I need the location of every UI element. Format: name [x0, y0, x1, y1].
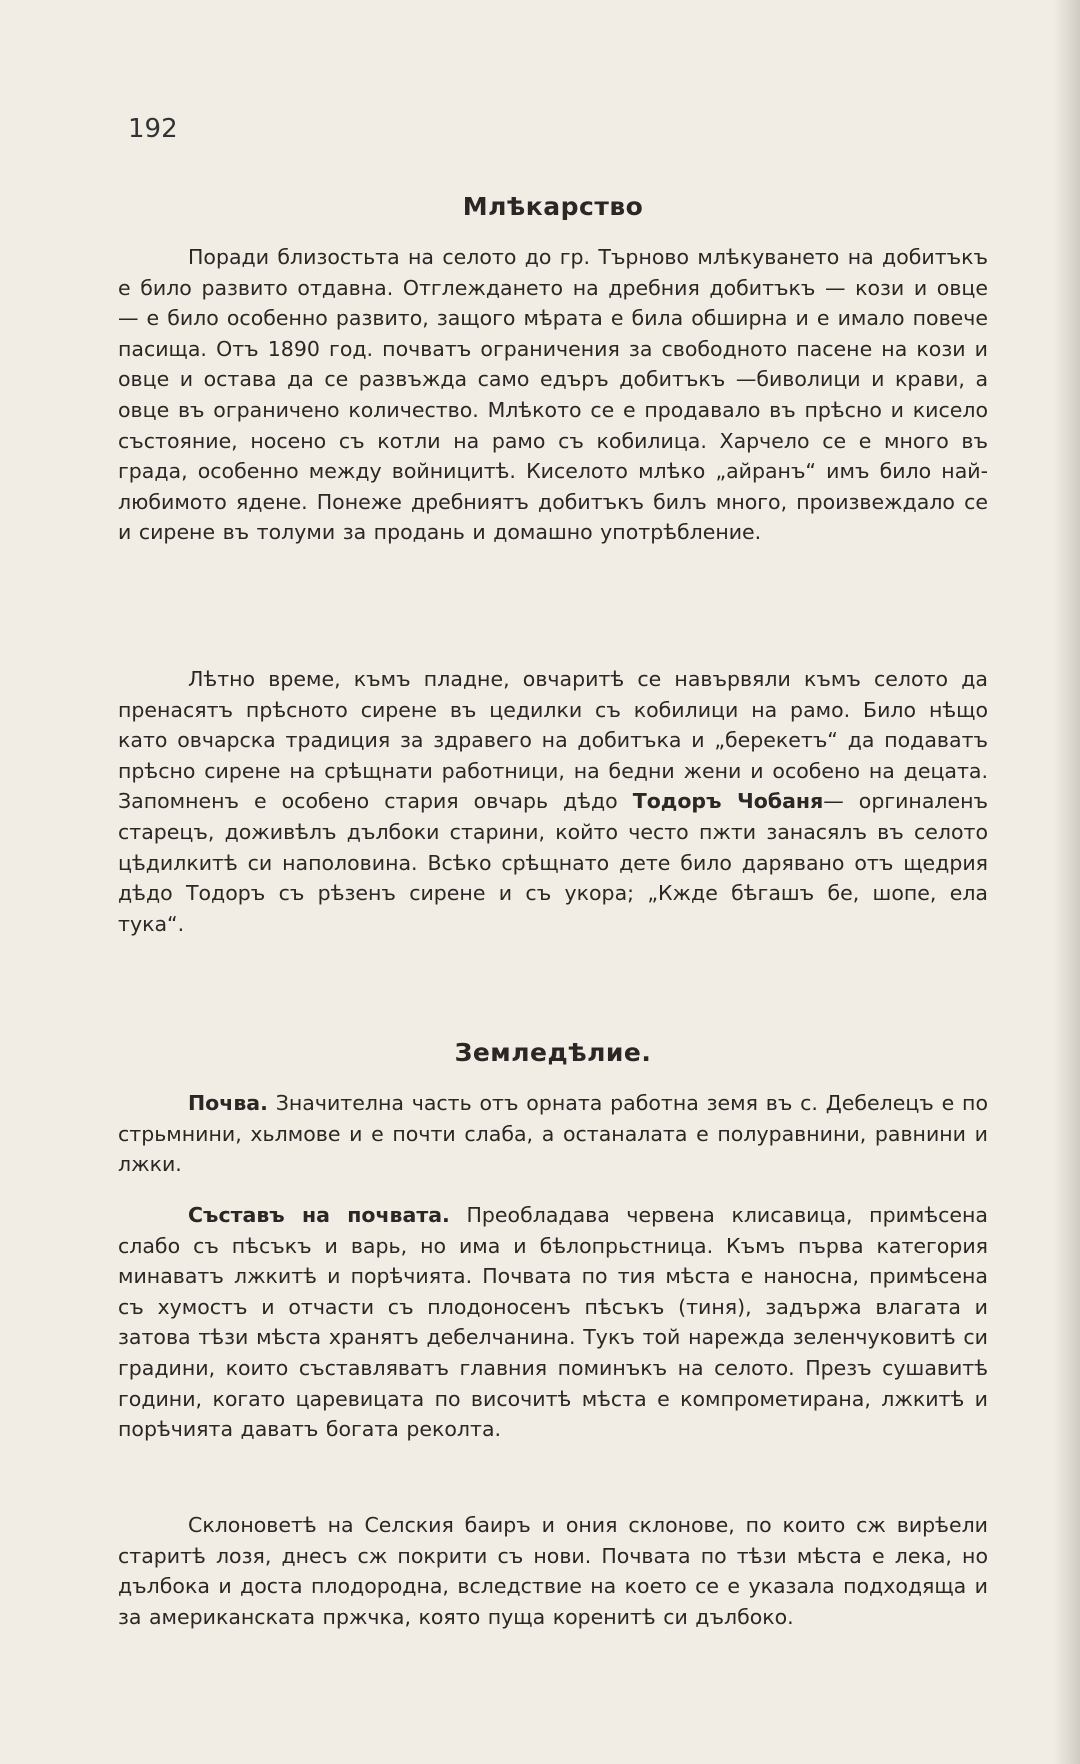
paragraph-soil-composition-text: Преобладава червена клисавица, примѣсена слабо съ пѣсъкъ и варь, но има и бѣлопрьстница. Къмъ първа категория минаватъ лжкитѣ и порѣчията. Почвата по тия мѣста е наносна, примѣсена съ хумостъ и отчасти съ плодоносенъ пѣсъкъ (тиня), задържа влагата и затова тѣзи мѣста хранятъ дебелчанина. Тукъ той нарежда зеленчуковитѣ си градини, които съставляватъ главния поминъкъ на селото. Презъ сушавитѣ години, когато царевицата по височитѣ мѣста е компрометирана, лжкитѣ и порѣчията даватъ богата реколта.	[118, 1203, 988, 1442]
paragraph-soil-composition	[118, 1200, 988, 1445]
paragraph-soil-composition-heading: Съставъ на почвата.	[188, 1203, 450, 1227]
paragraph-soil-text: Значителна часть отъ орната работна земя въ с. Дебелецъ е по стрьмнини, хьлмове и е почти слаба, а останалата е полуравнини, равнини и лжки.	[118, 1091, 988, 1177]
person-name-todor: Тодоръ Чобаня	[632, 789, 824, 814]
page-number: 192	[128, 114, 178, 144]
paragraph-dairy-2-text-b: — оргиналенъ старецъ, доживѣлъ дълбоки старини, който често пжти занасялъ въ селото цѣдилкитѣ си наполовина. Всѣко срѣщнато дете било дарявано отъ щедрия дѣдо Тодоръ съ рѣзенъ сирене и съ укора; „Кжде бѣгашъ бе, шопе, ела тука“.	[118, 789, 988, 936]
paragraph-dairy-1: Поради близостьта на селото до гр. Търново млѣкуването на добитъкъ е било развито отдавна. Отглеждането на дребния добитъкъ — кози и овце — е било особенно развито, защого мѣрата е била обширна и е имало повече пасища. Отъ 1890 год. почватъ ограничения за свободното пасене на кози и овце и остава да се развъжда само едъръ добитъкъ —биволици и крави, а овце въ ограничено количество. Млѣкото се е продавало въ прѣсно и кисело състояние, носено съ котли на рамо съ кобилица. Харчело се е много въ града, особенно между войницитѣ. Киселото млѣко „айранъ“ имъ било най-любимото ядене. Понеже дребниятъ добитъкъ билъ много, произвеждало се и сирене въ толуми за продань и домашно употрѣбление.	[118, 245, 988, 545]
paragraph-soil-heading: Почва.	[188, 1091, 268, 1115]
page-edge-shadow	[1054, 0, 1080, 1764]
paragraph-dairy-2	[118, 664, 988, 939]
paragraph-dairy-2-text-a: Лѣтно време, къмъ пладне, овчаритѣ се навървяли къмъ селото да пренасятъ прѣсното сирене въ цедилки съ кобилици на рамо. Било нѣщо като овчарска традиция за здравего на добитъка и „берекетъ“ да подаватъ прѣсно сирене на срѣщнати работници, на бедни жени и особено на децата. Запомненъ е особено стария овчарь дѣдо	[118, 667, 988, 814]
paragraph-slopes: Склоноветѣ на Селския баиръ и ония склонове, по които сж вирѣели старитѣ лозя, днесъ сж покрити съ нови. Почвата по тѣзи мѣста е лека, но дълбока и доста плодородна, вследствие на което се е указала подходяща и за американската пржчка, която пуща коренитѣ си дълбоко.	[118, 1513, 988, 1629]
section-title-dairy: Млѣкарство	[462, 192, 644, 221]
paragraph-soil	[118, 1088, 988, 1180]
section-title-agriculture: Земледѣлие.	[454, 1038, 652, 1067]
